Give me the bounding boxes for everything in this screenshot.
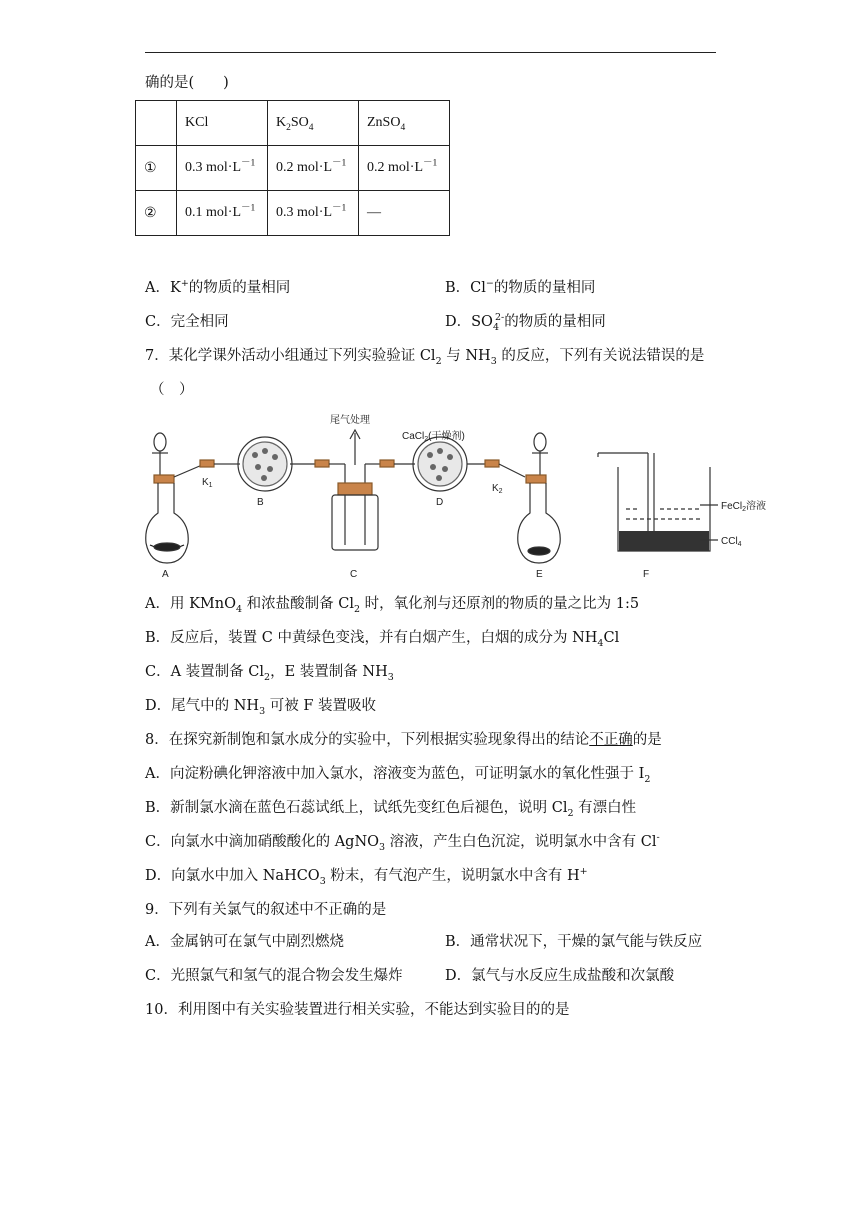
q8-stem-underlined: 不正确 bbox=[589, 732, 633, 748]
label-d: D bbox=[436, 497, 444, 508]
q7-option-c: C．A 装置制备 $Cl_2$，E 装置制备 $NH_3$ bbox=[145, 664, 394, 683]
table-cell: ZnSO$_4$ bbox=[359, 101, 450, 146]
table-row bbox=[136, 191, 450, 236]
table-cell: 0.2 $mol\cdot L^{-1}$ bbox=[268, 146, 359, 191]
table-cell: ① bbox=[136, 146, 177, 191]
apparatus-figure bbox=[140, 405, 780, 583]
label-k1: $K_1$ bbox=[202, 477, 213, 489]
q8-option-b: B．新制氯水滴在蓝色石蕊试纸上，试纸先变红色后褪色，说明 $Cl_2$ 有漂白性 bbox=[145, 800, 637, 819]
q10-stem: 10．利用图中有关实验装置进行相关实验，不能达到实验目的的是 bbox=[145, 1002, 570, 1018]
q8-stem-post: 的是 bbox=[632, 732, 662, 748]
table-cell: $K_2SO_4$ bbox=[268, 101, 359, 146]
label-b: B bbox=[257, 497, 264, 508]
label-drying-agent: CaCl$_2$(干燥剂) bbox=[402, 431, 465, 443]
q6-option-c: C．完全相同 bbox=[145, 314, 229, 330]
table-header-row bbox=[136, 101, 450, 146]
q6-option-d: D．$SO_4^{2-}$的物质的量相同 bbox=[445, 312, 606, 333]
q6-option-a: A．K+的物质的量相同 bbox=[145, 278, 291, 296]
q6-option-b: B．Cl−的物质的量相同 bbox=[445, 278, 596, 296]
q7-option-d: D．尾气中的 $NH_3$ 可被 F 装置吸收 bbox=[145, 698, 377, 717]
q7-option-b: B．反应后，装置 C 中黄绿色变浅，并有白烟产生，白烟的成分为 $NH_4Cl$ bbox=[145, 630, 620, 649]
q7-paren: （ ） bbox=[150, 382, 194, 398]
label-c: C bbox=[350, 569, 358, 580]
q9-stem: 9．下列有关氯气的叙述中不正确的是 bbox=[145, 902, 387, 918]
q9-option-a: A．金属钠可在氯气中剧烈燃烧 bbox=[145, 934, 344, 950]
q9-option-d: D．氯气与水反应生成盐酸和次氯酸 bbox=[445, 968, 675, 984]
q7-option-a: A．用 KMnO$_4$ 和浓盐酸制备 $Cl_2$ 时，氧化剂与还原剂的物质的量之比为 1:5 bbox=[145, 596, 640, 615]
table-cell: KCl bbox=[177, 101, 268, 146]
q6-stem-tail: 确的是( ) bbox=[145, 75, 229, 91]
label-e: E bbox=[536, 569, 543, 580]
table-cell: 0.2 $mol\cdot L^{-1}$ bbox=[359, 146, 450, 191]
label-ccl4: CCl$_4$ bbox=[721, 536, 742, 548]
table-cell: ② bbox=[136, 191, 177, 236]
q8-option-a: A．向淀粉碘化钾溶液中加入氯水，溶液变为蓝色，可证明氯水的氧化性强于 $I_2$ bbox=[145, 766, 651, 785]
q9-option-c: C．光照氯气和氢气的混合物会发生爆炸 bbox=[145, 968, 403, 984]
q7-stem: 7．某化学课外活动小组通过下列实验验证 $Cl_2$ 与 $NH_3$ 的反应，下列有关说法错误的是 bbox=[145, 348, 705, 367]
label-k2: $K_2$ bbox=[492, 483, 503, 495]
q8-stem bbox=[145, 730, 662, 750]
table-cell: 0.3 $mol\cdot L^{-1}$ bbox=[268, 191, 359, 236]
q8-option-c: C．向氯水中滴加硝酸酸化的 AgNO$_3$ 溶液，产生白色沉淀，说明氯水中含有 Cl- bbox=[145, 832, 660, 853]
table-cell bbox=[136, 101, 177, 146]
table-row bbox=[136, 146, 450, 191]
q9-option-b: B．通常状况下，干燥的氯气能与铁反应 bbox=[445, 934, 703, 950]
table-cell: 0.3 $mol\cdot L^{-1}$ bbox=[177, 146, 268, 191]
table-cell: 0.1 $mol\cdot L^{-1}$ bbox=[177, 191, 268, 236]
q8-option-d: D．向氯水中加入 NaHCO$_3$ 粉末，有气泡产生，说明氯水中含有 H+ bbox=[145, 866, 588, 887]
label-tail-gas: 尾气处理 bbox=[330, 415, 370, 426]
label-fecl2: FeCl$_2$溶液 bbox=[721, 501, 767, 513]
concentration-table bbox=[135, 100, 450, 236]
label-f: F bbox=[643, 569, 650, 580]
table-cell: — bbox=[359, 191, 450, 236]
label-a: A bbox=[162, 569, 169, 580]
header-rule bbox=[145, 52, 716, 53]
q8-stem-pre: 8．在探究新制饱和氯水成分的实验中，下列根据实验现象得出的结论 bbox=[145, 732, 590, 748]
